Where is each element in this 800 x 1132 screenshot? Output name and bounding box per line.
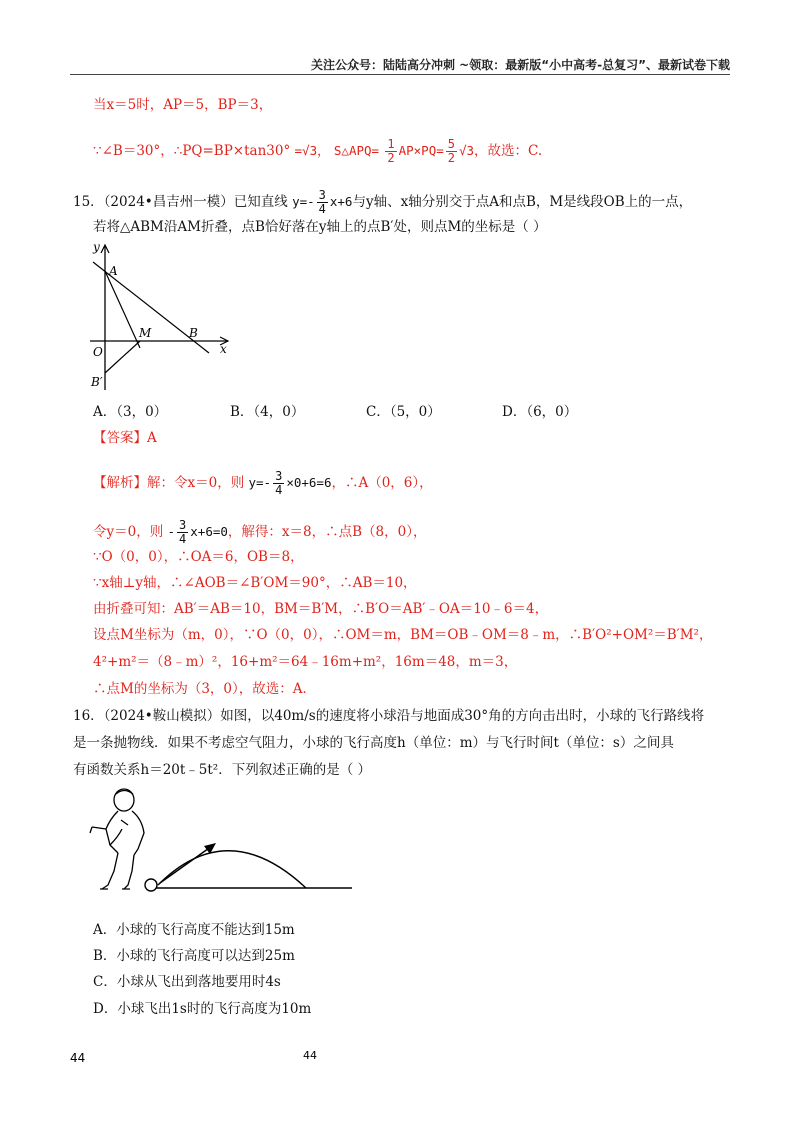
q16-text-1: （2024•鞍山模拟）如图，以40m/s的速度将小球沿与地面成30°角的方向击出时，小球的飞行路线将: [103, 708, 705, 724]
q16-number: 16．: [73, 708, 104, 724]
label-y: y: [93, 240, 100, 254]
label-b: B: [189, 326, 198, 340]
q15-line-2: 若将△ABM沿AM折叠，点B恰好落在y轴上的点B′处，则点M的坐标是（ ）: [93, 219, 547, 235]
sol2-text-a: 令y＝0，则: [93, 524, 164, 540]
prev-line2-b: =√3，: [294, 143, 330, 158]
ball-icon: [145, 879, 157, 891]
q16-line-2: 是一条抛物线．如果不考虑空气阻力，小球的飞行高度h（单位：m）与飞行时间t（单位：s）之间具: [73, 735, 674, 751]
page-header: 关注公众号：陆陆高分冲刺 ~领取：最新版“小中高考-总复习”、最新试卷下载: [311, 58, 730, 72]
sol1-text-a: 【解析】解：令x＝0，则: [93, 475, 245, 491]
q16-figure: [88, 785, 358, 900]
q15-line-1: [73, 189, 800, 216]
area-symbol: S△APQ: [333, 143, 372, 158]
q16-line-1: [73, 706, 800, 726]
q15-figure: [85, 240, 245, 400]
q15-fraction: $\frac{3}{4}$: [318, 188, 326, 216]
prev-root: √3: [458, 143, 475, 158]
q15-sol-line-5: 由折叠可知：AB′＝AB＝10，BM＝B′M，∴B′O＝AB′﹣OA＝10﹣6＝4，: [93, 601, 549, 617]
q15-number: 15．: [73, 194, 104, 210]
q15-sol-line-2: [93, 519, 800, 546]
sol1-eq-tail: ×0+6=6: [286, 475, 332, 490]
sol1-eq-lead: y=-: [248, 475, 272, 490]
sol2-fraction: $\frac{3}{4}$: [179, 518, 187, 546]
q15-sol-line-7: 4²+m²＝（8﹣m）²，16+m²＝64﹣16m+m²，16m＝48，m＝3，: [93, 654, 518, 670]
q15-option-d: D．（6，0）: [502, 404, 578, 420]
q16-option-a: A．小球的飞行高度不能达到15m: [93, 922, 295, 938]
segment-am: [105, 271, 140, 348]
q15-sol-line-4: ∵x轴⊥y轴，∴∠AOB＝∠B′OM＝90°，∴AB＝10，: [93, 575, 417, 591]
label-m: M: [139, 326, 152, 340]
sol1-text-b: ，∴A（0，6），: [331, 475, 433, 491]
prev-line2-a: ∵∠B＝30°，∴PQ=BP×tan30°: [93, 143, 291, 159]
q16-option-d: D．小球飞出1s时的飞行高度为10m: [93, 1001, 312, 1017]
header-rule: [70, 74, 730, 75]
fraction-half: $\frac{1}{2}$: [387, 137, 395, 165]
label-o: O: [93, 345, 103, 359]
q15-option-a: A．（3，0）: [93, 404, 168, 420]
sol2-eq-tail: x+6=0: [190, 524, 228, 539]
prev-solution-line-1: 当x＝5时，AP＝5，BP＝3，: [93, 97, 273, 113]
q15-sol-line-8: ∴点M的坐标为（3，0），故选：A．: [93, 681, 317, 697]
label-a: A: [109, 264, 118, 278]
sol2-eq-lead: -: [167, 524, 176, 539]
page-number-center: 44: [303, 1049, 317, 1062]
prev-mid: AP×PQ=: [398, 143, 444, 158]
q15-answer: 【答案】A: [93, 430, 157, 446]
q15-sol-line-6: 设点M坐标为（m，0），∵O（0，0），∴OM＝m，BM＝OB﹣OM＝8﹣m，∴B′O²+OM²＝B′M²，: [93, 627, 713, 643]
golfer-icon: [90, 789, 144, 889]
q15-source: （2024•昌吉州一模）已知直线: [103, 194, 288, 210]
sol2-text-b: ，解得：x＝8，∴点B（8，0），: [227, 524, 427, 540]
q15-option-b: B．（4，0）: [230, 404, 305, 420]
q15-eq-tail: x+6: [329, 194, 353, 209]
page-number-left: 44: [70, 1051, 86, 1065]
label-b-prime: B′: [91, 375, 103, 389]
prev-eq: =: [371, 143, 380, 158]
q15-option-c: C．（5，0）: [366, 404, 441, 420]
q16-line-3: 有函数关系h＝20t﹣5t²．下列叙述正确的是（ ）: [73, 762, 372, 778]
sol1-fraction: $\frac{3}{4}$: [275, 469, 283, 497]
q15-text-a: 与y轴、x轴分别交于点A和点B，M是线段OB上的一点，: [352, 194, 693, 210]
label-x: x: [220, 342, 227, 356]
prev-line2-end: ，故选：C.: [474, 143, 543, 159]
q15-eq-lead: y=-: [292, 194, 315, 209]
q15-sol-line-1: [93, 470, 800, 497]
q16-option-b: B．小球的飞行高度可以达到25m: [93, 948, 295, 964]
launch-arrow: [160, 846, 212, 883]
segment-mbprime: [105, 341, 140, 373]
prev-solution-line-2: [93, 138, 800, 165]
fraction-five-halves: $\frac{5}{2}$: [447, 137, 455, 165]
q16-option-c: C．小球从飞出到落地要用时4s: [93, 974, 281, 990]
q15-sol-line-3: ∵O（0，0），∴OA＝6，OB＝8，: [93, 549, 304, 565]
